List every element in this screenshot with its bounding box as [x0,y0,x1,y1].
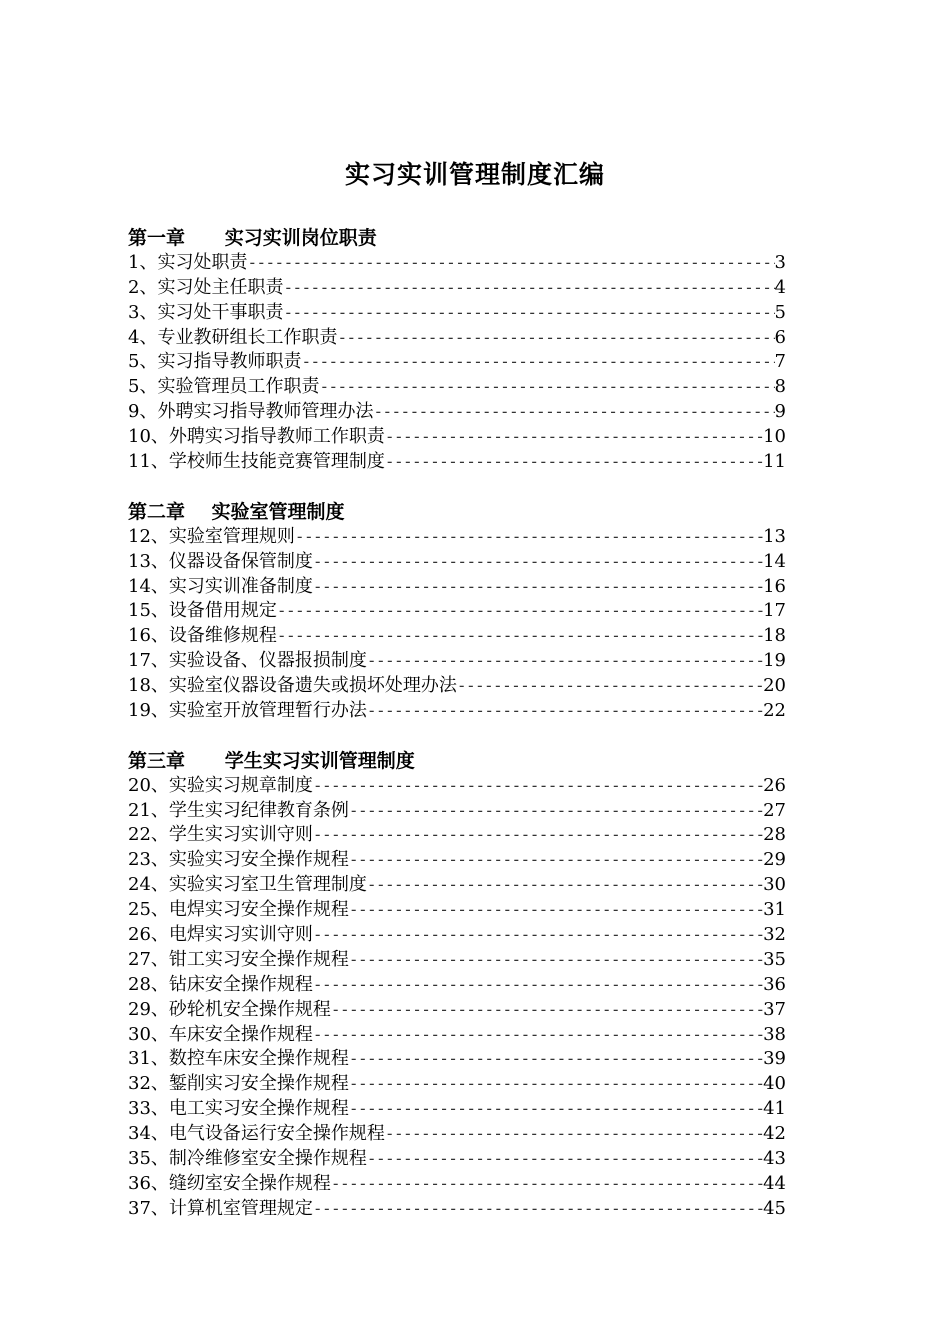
toc-entry-label: 22、学生实习实训守则 [128,824,313,846]
toc-entry-label: 5、实习指导教师职责 [128,351,302,373]
toc-page-number: 37 [763,998,786,1020]
chapter-spacer [128,475,786,500]
dot-leader [367,699,763,724]
toc-entry-label: 18、实验室仪器设备遗失或损坏处理办法 [128,675,457,697]
toc-page-number: 32 [763,923,786,945]
toc-entry-label: 25、电焊实习安全操作规程 [128,899,349,921]
toc-page-number: 41 [763,1098,786,1120]
toc-entry[interactable] [128,1197,786,1222]
chapter-heading: 第二章 实验室管理制度 [128,500,345,523]
toc-entry-label: 35、制冷维修室安全操作规程 [128,1148,367,1169]
toc-page-number: 17 [763,600,786,622]
dot-leader [367,1147,763,1172]
toc-entry-label: 16、设备维修规程 [128,625,277,647]
chapter-heading: 第一章 实习实训岗位职责 [128,227,377,249]
toc-entry-label: 17、实验设备、仪器报损制度 [128,650,367,672]
dot-leader [313,575,763,600]
dot-leader [349,1047,763,1072]
dot-leader [295,525,763,550]
toc-entry[interactable] [128,624,786,649]
dot-leader [385,425,763,450]
toc-entry[interactable] [128,1023,786,1048]
toc-entry-label: 21、学生实习纪律教育条例 [128,799,349,821]
toc-page-number: 39 [763,1048,786,1070]
toc-entry[interactable] [128,973,786,998]
toc-page-number: 26 [763,774,786,796]
toc-entry[interactable] [128,1122,786,1147]
toc-entry-label: 3、实习处干事职责 [128,301,284,323]
toc-entry-label: 4、专业教研组长工作职责 [128,326,338,348]
toc-entry[interactable] [128,649,786,674]
toc-entry[interactable] [128,1047,786,1072]
toc-entry[interactable] [128,1147,786,1172]
dot-leader [313,1197,763,1222]
toc-page-number: 38 [763,1023,786,1045]
toc-entry-label: 15、设备借用规定 [128,600,277,622]
dot-leader [349,1097,763,1122]
toc-page-number: 18 [763,625,786,647]
toc-entry[interactable] [128,1172,786,1197]
toc-page-number: 35 [763,948,786,970]
toc-page-number: 10 [763,426,786,448]
toc-entry-label: 1、实习处职责 [128,251,248,273]
chapter-spacer [128,724,786,749]
toc-entry-label: 19、实验室开放管理暂行办法 [128,699,367,721]
toc-entry[interactable] [128,599,786,624]
toc-page-number: 28 [763,824,786,846]
dot-leader [373,400,774,425]
toc-entry[interactable] [128,799,786,824]
toc-entry[interactable] [128,550,786,575]
toc-page-number: 27 [763,799,786,821]
toc-entry[interactable] [128,823,786,848]
toc-entry-label: 34、电气设备运行安全操作规程 [128,1123,385,1145]
toc-page-number: 36 [763,973,786,995]
toc-entry[interactable] [128,301,786,326]
toc-page-number: 19 [763,650,786,672]
toc-page-number: 20 [763,675,786,697]
toc-entry-label: 9、外聘实习指导教师管理办法 [128,401,374,423]
dot-leader [367,649,763,674]
dot-leader [385,450,763,475]
toc-entry-label: 14、实习实训准备制度 [128,575,313,597]
dot-leader [313,550,763,575]
toc-entry[interactable] [128,575,786,600]
toc-entry-label: 28、钻床安全操作规程 [128,973,313,995]
toc-entry-label: 33、电工实习安全操作规程 [128,1098,349,1120]
dot-leader [349,848,763,873]
dot-leader [331,998,763,1023]
toc-entry-label: 32、錾削实习安全操作规程 [128,1073,349,1095]
toc-page-number: 6 [774,326,786,348]
toc-entry[interactable] [128,326,786,351]
toc-entry-label: 31、数控车床安全操作规程 [128,1048,349,1070]
dot-leader [301,350,774,375]
toc-entry-label: 24、实验实习室卫生管理制度 [128,874,367,896]
toc-entry-label: 37、计算机室管理规定 [128,1197,313,1219]
toc-page-number: 40 [763,1073,786,1095]
dot-leader [349,898,763,923]
toc-entry[interactable] [128,1097,786,1122]
toc-page-number: 30 [763,874,786,896]
toc-page-number: 14 [763,550,786,572]
toc-page-number: 16 [763,575,786,597]
dot-leader [457,674,763,699]
dot-leader [313,823,763,848]
toc-entry[interactable] [128,898,786,923]
toc-entry-label: 27、钳工实习安全操作规程 [128,948,349,970]
toc-entry[interactable] [128,699,786,724]
dot-leader [367,873,763,898]
toc-entry[interactable] [128,251,786,276]
toc-entry[interactable] [128,674,786,699]
toc-entry[interactable] [128,923,786,948]
toc-entry[interactable] [128,276,786,301]
toc-page-number: 22 [763,699,786,721]
toc-page-number: 3 [774,251,786,273]
toc-entry[interactable] [128,350,786,375]
toc-entry-label: 20、实验实习规章制度 [128,774,313,796]
toc-entry[interactable] [128,848,786,873]
page-title: 实习实训管理制度汇编 [344,160,605,189]
dot-leader [349,799,763,824]
toc-page-number: 43 [763,1148,786,1169]
dot-leader [349,948,763,973]
toc-entry[interactable] [128,998,786,1023]
toc-entry[interactable] [128,774,786,799]
toc-page-number: 8 [774,376,786,398]
toc-page-number: 11 [763,451,786,473]
dot-leader [349,1072,763,1097]
toc-entry-label: 23、实验实习安全操作规程 [128,849,349,871]
dot-leader [277,599,763,624]
toc-entry-label: 30、车床安全操作规程 [128,1023,313,1045]
dot-leader [283,276,774,301]
table-of-contents [128,226,786,1222]
dot-leader [385,1122,763,1147]
toc-entry[interactable] [128,400,786,425]
toc-page-number: 44 [763,1172,786,1194]
toc-entry[interactable] [128,425,786,450]
toc-page-number: 45 [763,1197,786,1219]
dot-leader [331,1172,763,1197]
dot-leader [313,923,763,948]
dot-leader [277,624,763,649]
toc-entry-label: 13、仪器设备保管制度 [128,550,313,572]
toc-page-number: 5 [774,301,786,323]
dot-leader [319,375,774,400]
toc-page-number: 31 [763,899,786,921]
toc-page-number: 42 [763,1123,786,1145]
toc-page-number: 29 [763,849,786,871]
toc-page-number: 4 [774,276,786,298]
toc-entry[interactable] [128,450,786,475]
dot-leader [313,774,763,799]
toc-page-number: 13 [763,525,786,547]
toc-entry-label: 10、外聘实习指导教师工作职责 [128,426,385,448]
toc-entry[interactable] [128,948,786,973]
toc-entry[interactable] [128,375,786,400]
toc-entry-label: 36、缝纫室安全操作规程 [128,1172,331,1194]
dot-leader [313,1023,763,1048]
toc-entry-label: 26、电焊实习实训守则 [128,923,313,945]
dot-leader [313,973,763,998]
dot-leader [247,251,774,276]
dot-leader [337,326,774,351]
dot-leader [283,301,774,326]
toc-entry-label: 2、实习处主任职责 [128,276,284,298]
toc-entry-label: 11、学校师生技能竞赛管理制度 [128,451,385,473]
toc-entry-label: 5、实验管理员工作职责 [128,376,320,398]
toc-entry[interactable] [128,525,786,550]
toc-entry-label: 29、砂轮机安全操作规程 [128,998,331,1020]
toc-page-number: 9 [774,401,786,423]
chapter-heading: 第三章 学生实习实训管理制度 [128,749,415,772]
toc-page-number: 7 [774,351,786,373]
toc-entry-label: 12、实验室管理规则 [128,525,295,547]
toc-entry[interactable] [128,873,786,898]
toc-entry[interactable] [128,1072,786,1097]
